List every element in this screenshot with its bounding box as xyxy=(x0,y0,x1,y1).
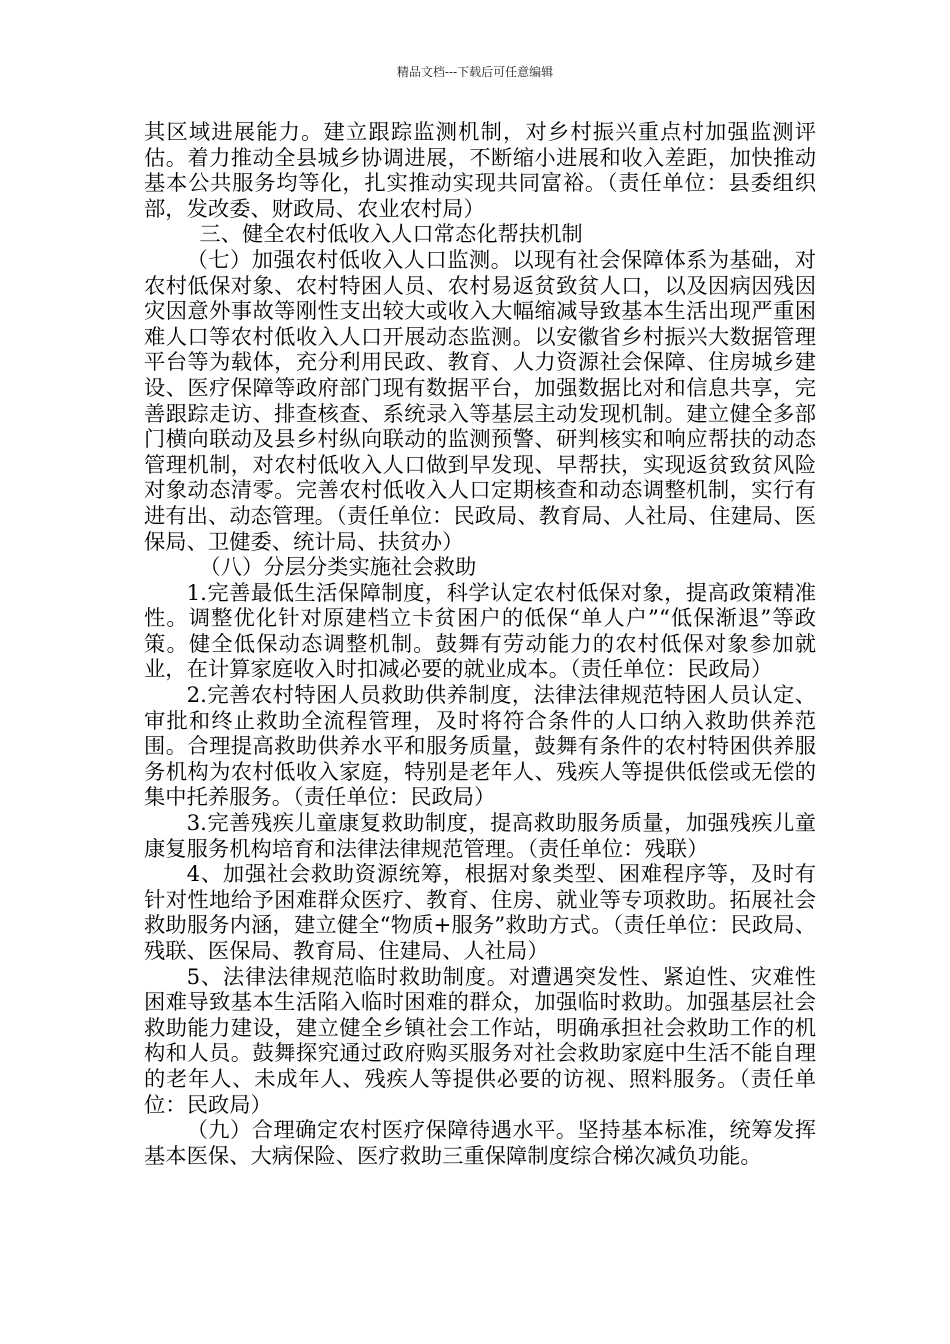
document-body xyxy=(144,120,816,1169)
paragraph-item-8-3: 3.完善残疾儿童康复救助制度，提高救助服务质量，加强残疾儿童康复服务机构培育和法律法律规范管理。（责任单位：残联） xyxy=(144,811,816,862)
paragraph-item-8-2: 2.完善农村特困人员救助供养制度，法律法律规范特困人员认定、审批和终止救助全流程管理，及时将符合条件的人口纳入救助供养范围。合理提高救助供养水平和服务质量，鼓舞有条件的农村特困供养服务机构为农村低收入家庭，特别是老年人、残疾人等提供低偿或无偿的集中托养服务。（责任单位：民政局） xyxy=(144,683,816,811)
page-header: 精品文档---下载后可任意编辑 xyxy=(396,65,554,79)
subsection-heading-8: （八）分层分类实施社会救助 xyxy=(199,555,477,581)
paragraph-item-8-1: 1.完善最低生活保障制度，科学认定农村低保对象，提高政策精准性。调整优化针对原建档立卡贫困户的低保“单人户”“低保渐退”等政策。健全低保动态调整机制。鼓舞有劳动能力的农村低保对象参加就业，在计算家庭收入时扣减必要的就业成本。（责任单位：民政局） xyxy=(144,580,816,683)
paragraph-item-8-5: 5、法律法律规范临时救助制度。对遭遇突发性、紧迫性、灾难性困难导致基本生活陷入临时困难的群众，加强临时救助。加强基层社会救助能力建设，建立健全乡镇社会工作站，明确承担社会救助工作的机构和人员。鼓舞探究通过政府购买服务对社会救助家庭中生活不能自理的老年人、未成年人、残疾人等提供必要的访视、照料服务。（责任单位：民政局） xyxy=(144,964,816,1118)
paragraph-item-7: （七）加强农村低收入人口监测。以现有社会保障体系为基础，对农村低保对象、农村特困人员、农村易返贫致贫人口，以及因病因残因灾因意外事故等刚性支出较大或收入大幅缩减导致基本生活出现严重困难人口等农村低收入人口开展动态监测。以安徽省乡村振兴大数据管理平台等为载体，充分利用民政、教育、人力资源社会保障、住房城乡建设、医疗保障等政府部门现有数据平台，加强数据比对和信息共享，完善跟踪走访、排查核查、系统录入等基层主动发现机制。建立健全多部门横向联动及县乡村纵向联动的监测预警、研判核实和响应帮扶的动态管理机制，对农村低收入人口做到早发现、早帮扶，实现返贫致贫风险对象动态清零。完善农村低收入人口定期核查和动态调整机制，实行有进有出、动态管理。（责任单位：民政局、教育局、人社局、住建局、医保局、卫健委、统计局、扶贫办） xyxy=(144,247,816,555)
paragraph-item-8-4: 4、加强社会救助资源统筹，根据对象类型、困难程序等，及时有针对性地给予困难群众医疗、教育、住房、就业等专项救助。拓展社会救助服务内涵，建立健全“物质+服务”救助方式。（责任单位：民政局、残联、医保局、教育局、住建局、人社局） xyxy=(144,862,816,964)
section-heading: 三、健全农村低收入人口常态化帮扶机制 xyxy=(199,222,583,248)
paragraph-continuation: 其区域进展能力。建立跟踪监测机制，对乡村振兴重点村加强监测评估。着力推动全县城乡协调进展，不断缩小进展和收入差距，加快推动基本公共服务均等化，扎实推动实现共同富裕。（责任单位：县委组织部，发改委、财政局、农业农村局） xyxy=(144,120,816,222)
paragraph-item-9: （九）合理确定农村医疗保障待遇水平。坚持基本标准，统筹发挥基本医保、大病保险、医疗救助三重保障制度综合梯次减负功能。 xyxy=(144,1118,816,1169)
